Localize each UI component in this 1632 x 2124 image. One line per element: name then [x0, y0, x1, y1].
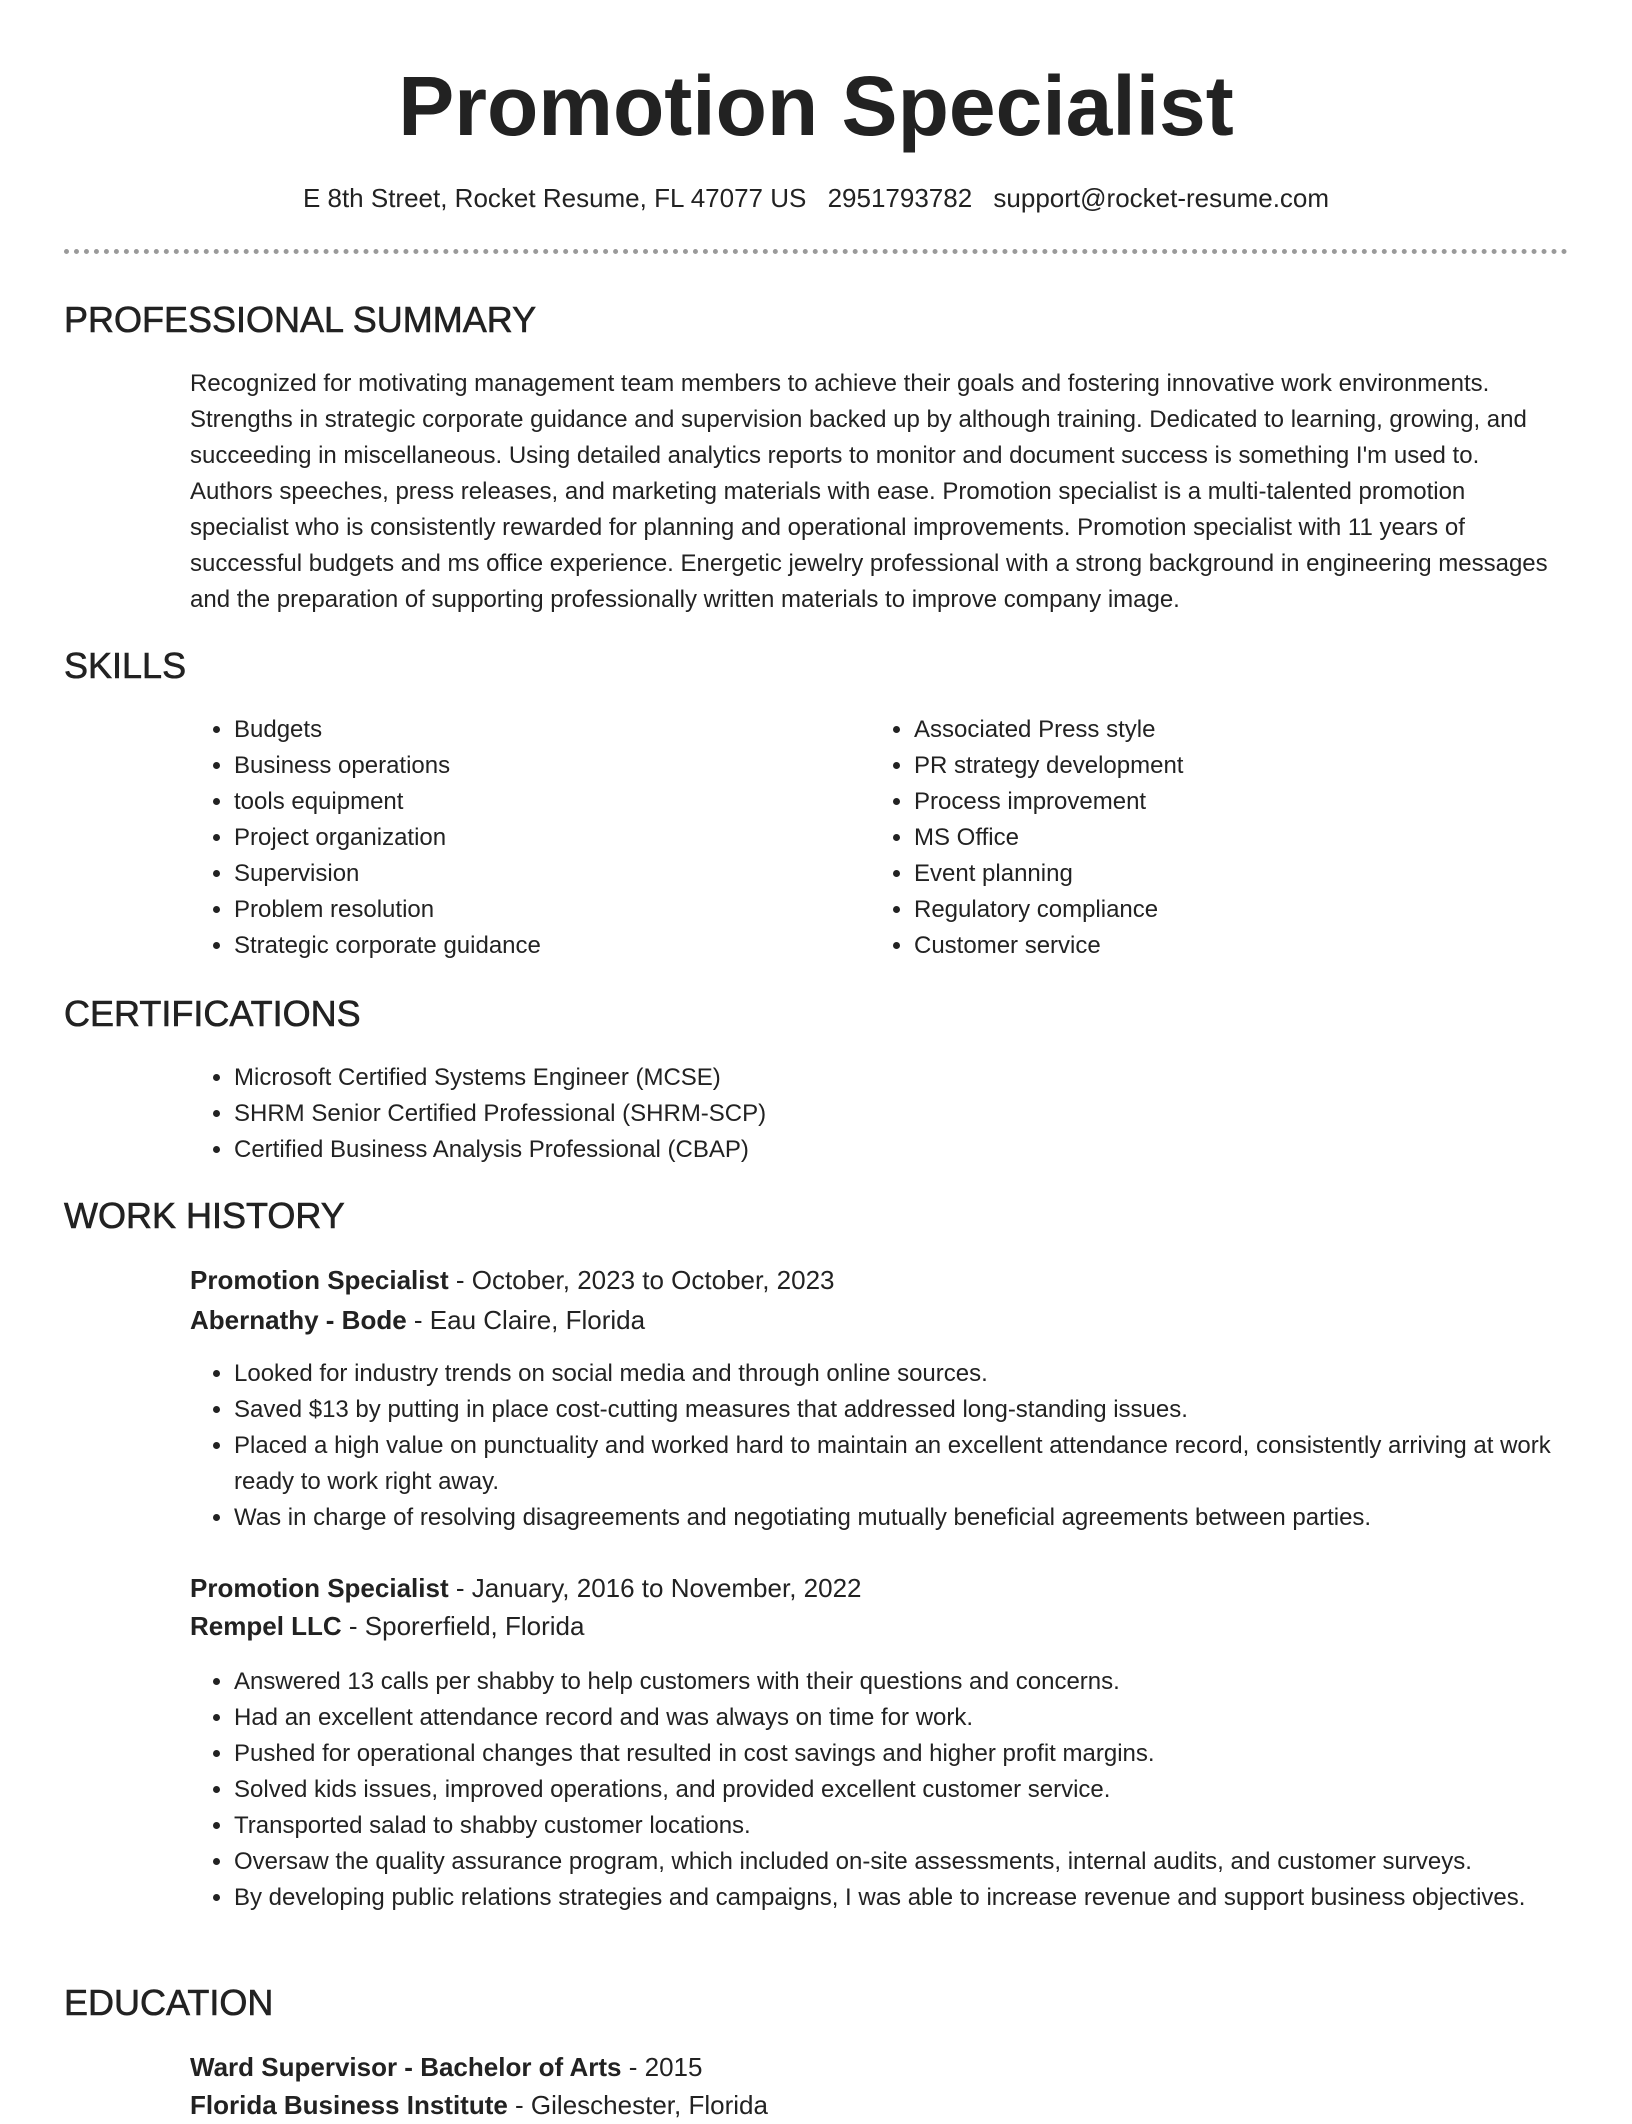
skill-item: • Associated Press style: [914, 712, 1534, 748]
summary-text: Recognized for motivating management team members to achieve their goals and fostering innovative work environments. Strengths in strategic corporate guidance and supervision backed up by although training. Dedicated to learning, growing, and succeeding in miscellaneous. Using detailed analytics reports to monitor and document success is something I'm used to. Authors speeches, press releases, and marketing materials with ease. Promotion specialist is a multi-talented promotion specialist who is consistently rewarded for planning and operational improvements. Promotion specialist with 11 years of successful budgets and ms office experience. Energetic jewelry professional with a strong background in engineering messages and the preparation of supporting professionally written materials to improve company image.: [190, 370, 1548, 613]
education-degree: Ward Supervisor - Bachelor of Arts: [190, 2052, 622, 2082]
job-location: - Sporerfield, Florida: [341, 1611, 585, 1641]
education-year: - 2015: [621, 2052, 703, 2082]
skill-item: • Supervision: [234, 856, 854, 892]
job-title-line: [190, 1569, 862, 1607]
skills-heading: SKILLS: [64, 645, 187, 686]
certification-item: • Certified Business Analysis Professional (CBAP): [234, 1132, 1534, 1168]
skill-item: • Customer service: [914, 928, 1534, 964]
certifications-list: [190, 1060, 1534, 1168]
job-bullet: • Transported salad to shabby customer locations.: [234, 1808, 1604, 1844]
education-school-line: [190, 2086, 768, 2124]
job-location: - Eau Claire, Florida: [406, 1305, 646, 1335]
certification-item: • Microsoft Certified Systems Engineer (MCSE): [234, 1060, 1534, 1096]
job-dates: - January, 2016 to November, 2022: [448, 1573, 862, 1603]
skill-item: • tools equipment: [234, 784, 854, 820]
job-bullet: • Was in charge of resolving disagreements and negotiating mutually beneficial agreements between parties.: [234, 1500, 1604, 1536]
skill-item: • Event planning: [914, 856, 1534, 892]
job-bullet: • Saved $13 by putting in place cost-cutting measures that addressed long-standing issues.: [234, 1392, 1604, 1428]
education-degree-line: [190, 2048, 702, 2086]
skill-item: • Process improvement: [914, 784, 1534, 820]
job-bullet: • Had an excellent attendance record and was always on time for work.: [234, 1700, 1604, 1736]
skill-item: • Strategic corporate guidance: [234, 928, 854, 964]
job-bullet: • Pushed for operational changes that resulted in cost savings and higher profit margins.: [234, 1736, 1604, 1772]
job-bullet: • Placed a high value on punctuality and worked hard to maintain an excellent attendance record, consistently arriving at work ready to work right away.: [234, 1428, 1604, 1500]
job-bullet: • By developing public relations strategies and campaigns, I was able to increase revenue and support business objectives.: [234, 1880, 1604, 1916]
header-divider: [64, 249, 1568, 254]
job-bullets: [190, 1664, 1604, 1916]
skill-item: • Business operations: [234, 748, 854, 784]
job-bullet: • Solved kids issues, improved operations, and provided excellent customer service.: [234, 1772, 1604, 1808]
skill-item: • PR strategy development: [914, 748, 1534, 784]
education-heading: EDUCATION: [64, 1982, 274, 2023]
skill-item: • MS Office: [914, 820, 1534, 856]
job-company-line: [190, 1607, 584, 1645]
job-dates: - October, 2023 to October, 2023: [448, 1265, 835, 1295]
education-location: - Gileschester, Florida: [507, 2090, 768, 2120]
job-role: Promotion Specialist: [190, 1573, 449, 1603]
contact-line: [0, 180, 1632, 216]
job-bullets: [190, 1356, 1604, 1536]
contact-email: support@rocket-resume.com: [993, 183, 1330, 213]
job-bullet: • Answered 13 calls per shabby to help customers with their questions and concerns.: [234, 1664, 1604, 1700]
work-history-heading: WORK HISTORY: [64, 1195, 345, 1236]
skills-list-right: [870, 712, 1534, 964]
skill-item: • Problem resolution: [234, 892, 854, 928]
certifications-heading: CERTIFICATIONS: [64, 993, 361, 1034]
skill-item: • Regulatory compliance: [914, 892, 1534, 928]
skill-item: • Budgets: [234, 712, 854, 748]
job-role: Promotion Specialist: [190, 1265, 449, 1295]
job-company: Abernathy - Bode: [190, 1305, 407, 1335]
contact-address: E 8th Street, Rocket Resume, FL 47077 US: [302, 183, 807, 213]
certification-item: • SHRM Senior Certified Professional (SHRM-SCP): [234, 1096, 1534, 1132]
job-title-line: [190, 1261, 835, 1299]
education-school: Florida Business Institute: [190, 2090, 508, 2120]
job-company: Rempel LLC: [190, 1611, 342, 1641]
job-bullet: • Looked for industry trends on social media and through online sources.: [234, 1356, 1604, 1392]
job-company-line: [190, 1301, 645, 1339]
contact-phone: 2951793782: [827, 183, 973, 213]
skill-item: • Project organization: [234, 820, 854, 856]
summary-heading: PROFESSIONAL SUMMARY: [64, 299, 537, 340]
resume-name: Promotion Specialist: [398, 59, 1234, 153]
job-bullet: • Oversaw the quality assurance program, which included on-site assessments, internal audits, and customer surveys.: [234, 1844, 1604, 1880]
skills-list-left: [190, 712, 854, 964]
